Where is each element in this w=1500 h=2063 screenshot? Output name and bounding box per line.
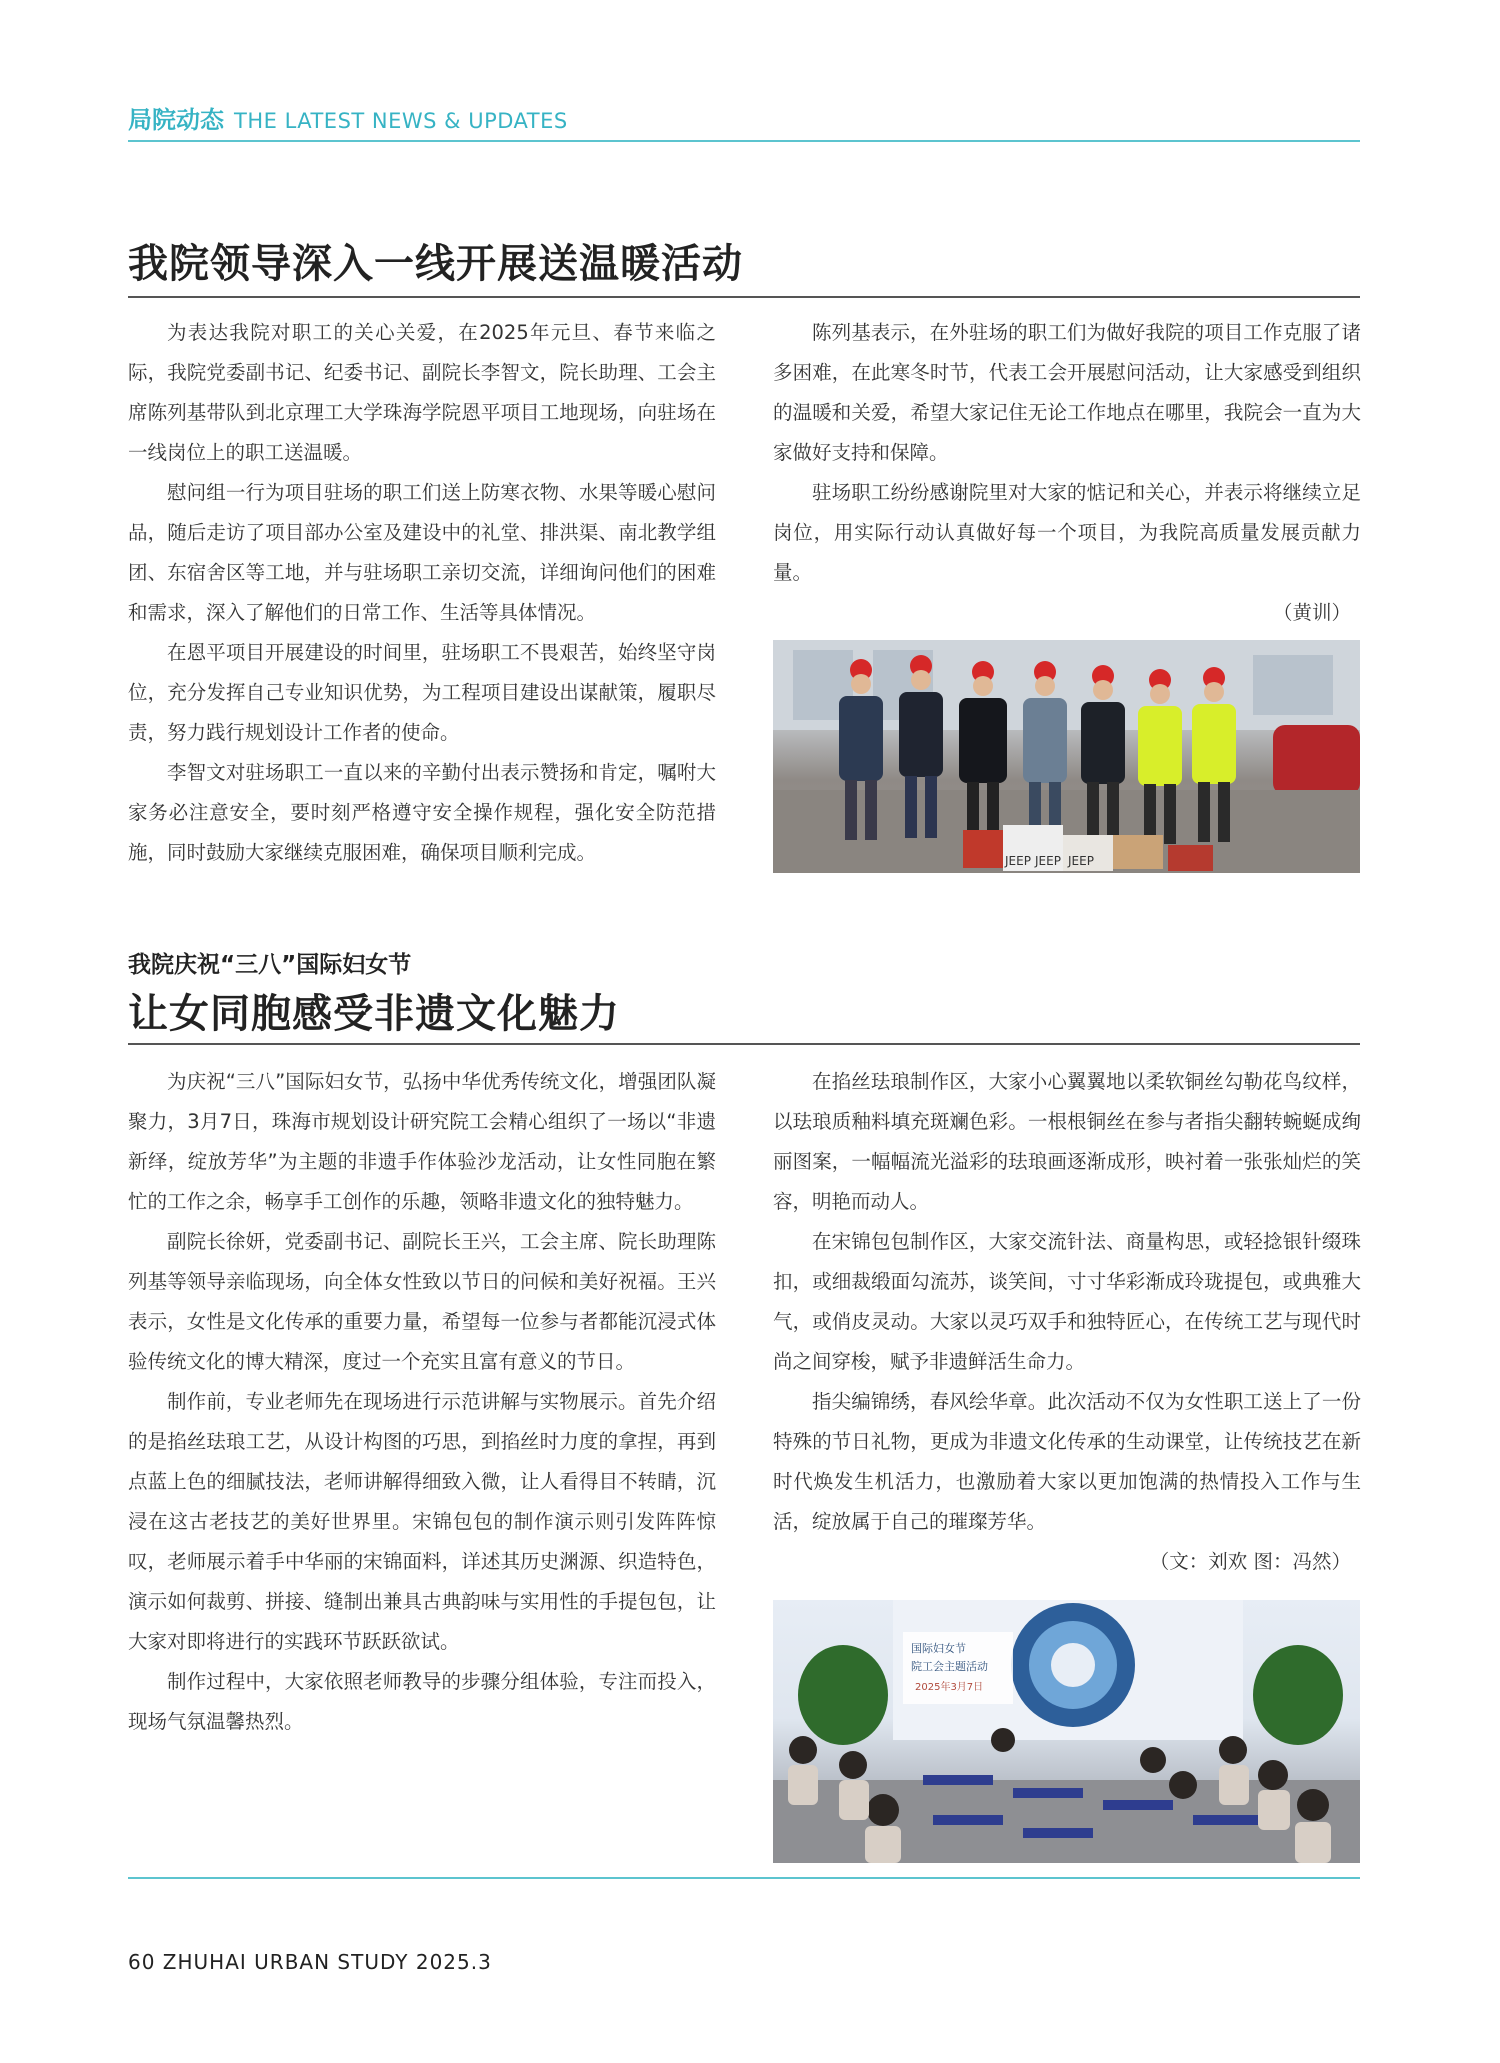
banner-line2: 院工会主题活动 [911,1660,988,1673]
section-title-en: THE LATEST NEWS & UPDATES [234,109,568,133]
article1-paragraph: 为表达我院对职工的关心关爱，在2025年元旦、春节来临之际，我院党委副书记、纪委书记、副院长李智文，院长助理、工会主席陈列基带队到北京理工大学珠海学院恩平项目工地现场，向驻场在一线岗位上的职工送温暖。 [128,321,716,464]
article1-left-column [128,313,716,873]
article1-signoff: （黄训） [1272,601,1351,624]
article1-right-column [773,313,1361,633]
article2-right-column [773,1062,1361,1582]
article2-paragraph: 在掐丝珐琅制作区，大家小心翼翼地以柔软铜丝勾勒花鸟纹样，以珐琅质釉料填充斑斓色彩。一根根铜丝在参与者指尖翻转蜿蜒成绚丽图案，一幅幅流光溢彩的珐琅画逐渐成形，映衬着一张张灿烂的笑容，明艳而动人。 [773,1070,1361,1213]
article1-paragraph: 李智文对驻场职工一直以来的辛勤付出表示赞扬和肯定，嘱咐大家务必注意安全，要时刻严格遵守安全操作规程，强化安全防范措施，同时鼓励大家继续克服困难，确保项目顺利完成。 [128,761,716,864]
footer-divider [128,1877,1360,1879]
article1-paragraph: 在恩平项目开展建设的时间里，驻场职工不畏艰苦，始终坚守岗位，充分发挥自己专业知识优势，为工程项目建设出谋献策，履职尽责，努力践行规划设计工作者的使命。 [128,641,716,744]
article2-paragraph: 在宋锦包包制作区，大家交流针法、商量构思，或轻捻银针缀珠扣，或细裁缎面勾流苏，谈笑间，寸寸华彩渐成玲珑提包，或典雅大气，或俏皮灵动。大家以灵巧双手和独特匠心，在传统工艺与现代时尚之间穿梭，赋予非遗鲜活生命力。 [773,1230,1361,1373]
article1-paragraph: 陈列基表示，在外驻场的职工们为做好我院的项目工作克服了诸多困难，在此寒冬时节，代表工会开展慰问活动，让大家感受到组织的温暖和关爱，希望大家记住无论工作地点在哪里，我院会一直为大家做好支持和保障。 [773,321,1361,464]
banner-date: 2025年3月7日 [915,1682,984,1693]
article2-paragraph: 指尖编锦绣，春风绘华章。此次活动不仅为女性职工送上了一份特殊的节日礼物，更成为非遗文化传承的生动课堂，让传统技艺在新时代焕发生机活力，也激励着大家以更加饱满的热情投入工作与生活，绽放属于自己的璀璨芳华。 [773,1390,1361,1533]
article2-paragraph: 制作前，专业老师先在现场进行示范讲解与实物展示。首先介绍的是掐丝珐琅工艺，从设计构图的巧思，到掐丝时力度的拿捏，再到点蓝上色的细腻技法，老师讲解得细致入微，让人看得目不转睛，沉浸在这古老技艺的美好世界里。宋锦包包的制作演示则引发阵阵惊叹，老师展示着手中华丽的宋锦面料，详述其历史渊源、织造特色，演示如何裁剪、拼接、缝制出兼具古典韵味与实用性的手提包包，让大家对即将进行的实践环节跃跃欲试。 [128,1390,716,1653]
header-divider [128,140,1360,142]
article2-paragraph: 为庆祝“三八”国际妇女节，弘扬中华优秀传统文化，增强团队凝聚力，3月7日，珠海市规划设计研究院工会精心组织了一场以“非遗新绎，绽放芳华”为主题的非遗手作体验沙龙活动，让女性同胞在繁忙的工作之余，畅享手工创作的乐趣，领略非遗文化的独特魅力。 [128,1070,716,1213]
site-visit-photo-illustration [773,640,1360,873]
article2-title: 让女同胞感受非遗文化魅力 [128,991,620,1037]
article1-title-divider [128,296,1360,298]
section-title-cn: 局院动态 [128,106,224,134]
article2-subtitle: 我院庆祝“三八”国际妇女节 [128,952,412,978]
banner-line1: 国际妇女节 [911,1642,966,1655]
article2-photo [773,1600,1360,1863]
article1-paragraph: 驻场职工纷纷感谢院里对大家的惦记和关心，并表示将继续立足岗位，用实际行动认真做好每一个项目，为我院高质量发展贡献力量。 [773,481,1361,584]
article2-left-column [128,1062,716,1742]
article2-signoff: （文：刘欢 图：冯然） [1149,1550,1351,1573]
article2-paragraph: 副院长徐妍，党委副书记、副院长王兴，工会主席、院长助理陈列基等领导亲临现场，向全体女性致以节日的问候和美好祝福。王兴表示，女性是文化传承的重要力量，希望每一位参与者都能沉浸式体验传统文化的博大精深，度过一个充实且富有意义的节日。 [128,1230,716,1373]
bag-label: JEEP [1068,854,1094,868]
section-header [128,100,1360,140]
article2-title-divider [128,1043,1360,1045]
bag-label: JEEP [1035,854,1061,868]
article1-title: 我院领导深入一线开展送温暖活动 [128,241,743,287]
bag-label: JEEP [1005,854,1031,868]
article1-paragraph: 慰问组一行为项目驻场的职工们送上防寒衣物、水果等暖心慰问品，随后走访了项目部办公室及建设中的礼堂、排洪渠、南北教学组团、东宿舍区等工地，并与驻场职工亲切交流，详细询问他们的困难和需求，深入了解他们的日常工作、生活等具体情况。 [128,481,716,624]
article1-photo [773,640,1360,873]
page-footer: 60 ZHUHAI URBAN STUDY 2025.3 [128,1950,492,1974]
workshop-photo-illustration [773,1600,1360,1863]
article2-paragraph: 制作过程中，大家依照老师教导的步骤分组体验，专注而投入，现场气氛温馨热烈。 [128,1670,716,1733]
